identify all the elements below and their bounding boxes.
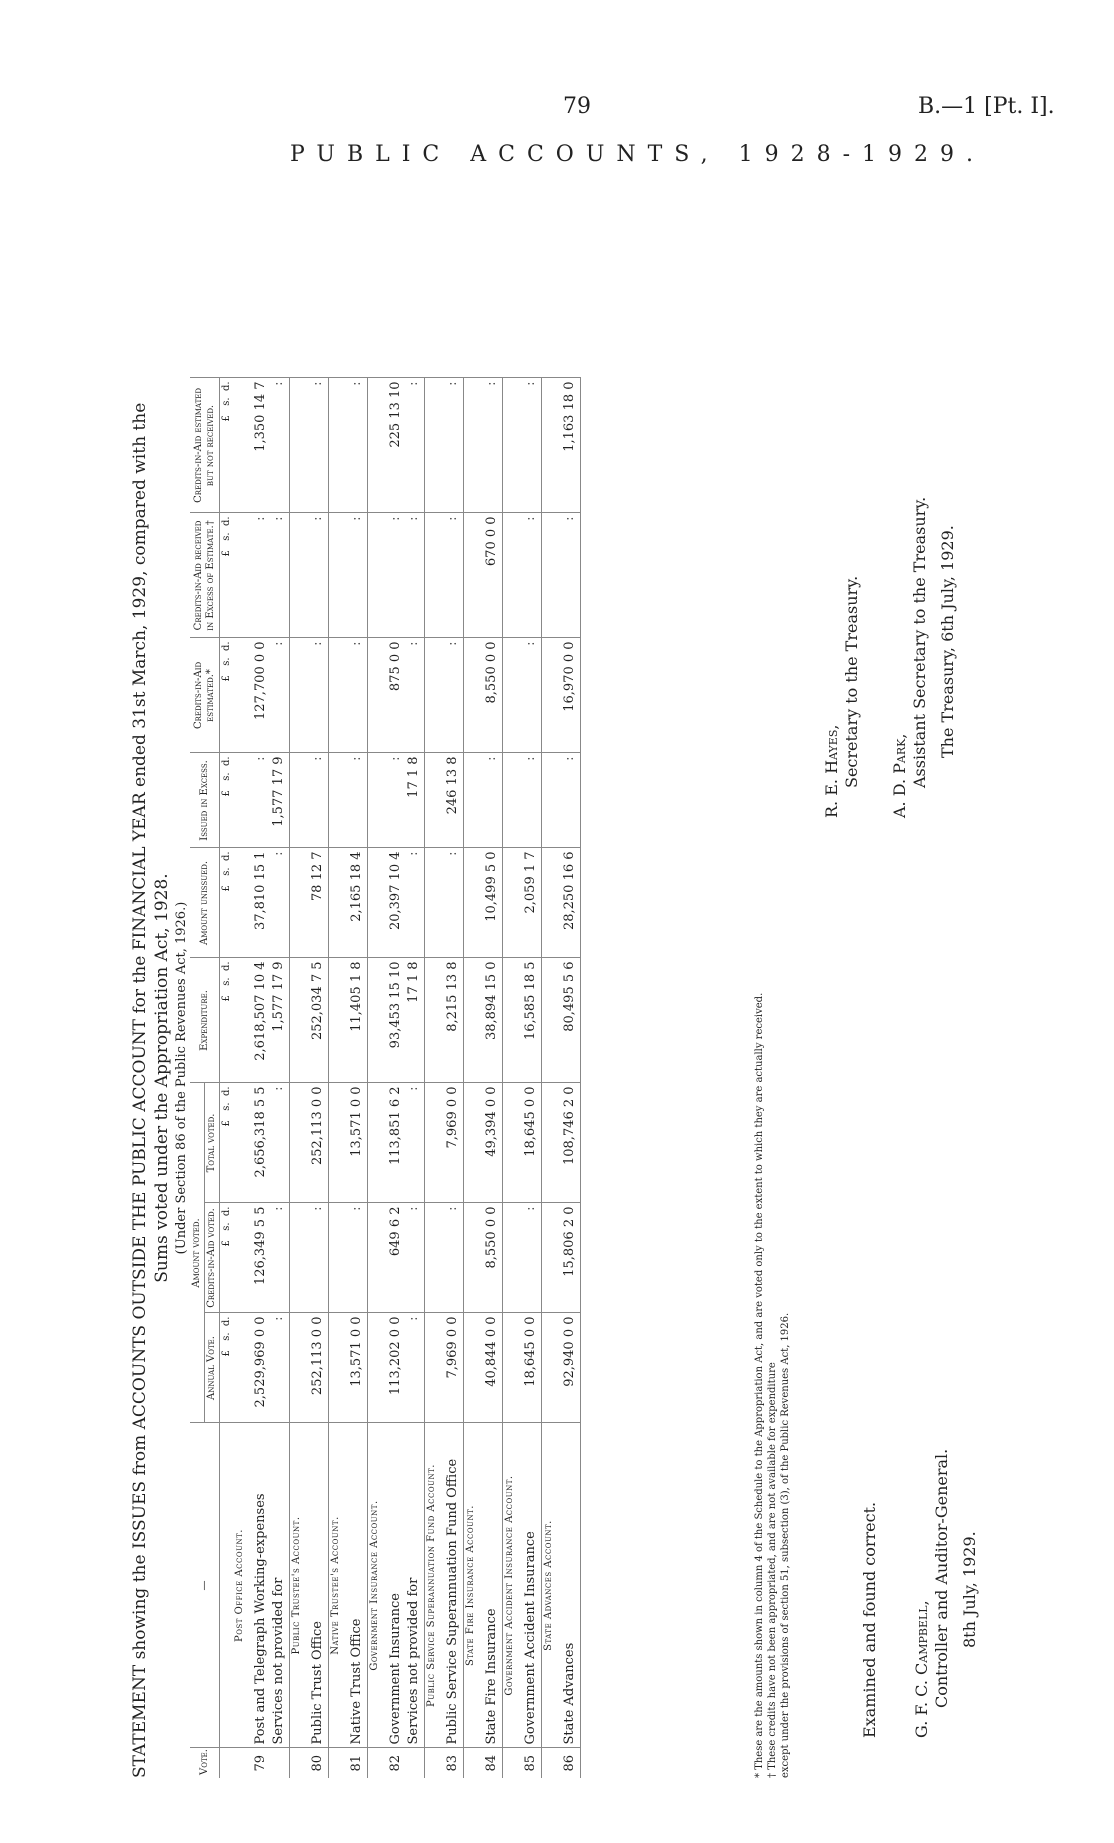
hayes-title: Secretary to the Treasury. [842,575,861,788]
value: 1,577 17 9 [271,961,286,1032]
col-vote: Vote. [190,1748,220,1778]
value: 252,113 0 0 [310,1086,325,1166]
value-cell-expenditure [503,958,542,1083]
value: : [271,1316,286,1321]
description-cell [464,1423,503,1748]
value-cell-unissued [290,848,329,958]
auditor-date: 8th July, 1929. [960,1531,979,1648]
vote-number [542,1748,581,1778]
value: 92,940 0 0 [562,1316,577,1387]
vote-number-text: 85 [523,1754,538,1772]
account-heading: Public Trustee's Account. [291,1516,302,1655]
description-line: Public Service Superannuation Fund Office [445,1458,460,1745]
value: 8,215 13 8 [445,961,460,1032]
value: : [310,641,325,646]
value: 10,499 5 0 [484,851,499,922]
statement-title: STATEMENT showing the ISSUES from ACCOUNTS OUTSIDE THE PUBLIC ACCOUNT for the FINANCIAL YEAR ended 31st March, 1929, compared with the [130,402,150,1778]
value: 2,529,969 0 0 [253,1316,268,1408]
value-cell-total [329,1083,368,1203]
value: 126,349 5 5 [253,1206,268,1286]
value-cell-expenditure [329,958,368,1083]
unit-label: £ s. d. [221,381,232,422]
value-cell-annual [464,1313,503,1423]
value: : [271,851,286,856]
value-cell-expenditure [368,958,425,1083]
description-line: State Advances [562,1642,577,1745]
unit-label: £ s. d. [221,1206,232,1247]
value: : [445,1206,460,1211]
value: : [310,516,325,521]
table-row [425,378,464,1778]
value: : [406,1086,421,1091]
col-amount-unissued: Amount unissued. [190,848,220,958]
value-cell-cia-est [503,638,542,753]
value: : [406,381,421,386]
value-cell-excess [290,753,329,848]
value: 49,394 0 0 [484,1086,499,1157]
description-line: Government Accident Insurance [523,1531,538,1745]
description-line: Post and Telegraph Working-expenses [253,1493,268,1745]
col-cia-excess: Credits-in-Aid received in Excess of Estimate.† [190,513,220,638]
vote-number [290,1748,329,1778]
value-cell-total [503,1083,542,1203]
unit-label: £ s. d. [221,1316,232,1357]
value: 7,969 0 0 [445,1086,460,1149]
value: 18,645 0 0 [523,1316,538,1387]
auditor-title: Controller and Auditor-General. [932,1448,951,1708]
value-cell-cia-excess [503,513,542,638]
unit-label: £ s. d. [221,1086,232,1127]
park-title: Assistant Secretary to the Treasury. [910,496,929,788]
value-cell-annual [290,1313,329,1423]
vote-number [425,1748,464,1778]
value-cell-annual [542,1313,581,1423]
description-line: Services not provided for [406,1577,421,1745]
value-cell-excess [464,753,503,848]
value-cell-excess [329,753,368,848]
value-cell-cia-voted [503,1203,542,1313]
value: : [271,381,286,386]
value: : [523,1206,538,1211]
table-row [329,378,368,1778]
vote-number [233,1748,290,1778]
value: : [406,516,421,521]
value-cell-excess [425,753,464,848]
value-cell-cia-not [329,378,368,513]
value: : [349,516,364,521]
value-cell-cia-excess [329,513,368,638]
vote-number [503,1748,542,1778]
value-cell-cia-est [542,638,581,753]
statement-table [190,377,581,1778]
value: 11,405 1 8 [349,961,364,1032]
value-cell-total [464,1083,503,1203]
value-cell-cia-excess [368,513,425,638]
value: 16,970 0 0 [562,641,577,712]
col-total-voted: Total voted. [205,1083,220,1203]
description-cell [542,1423,581,1748]
vote-number-text: 83 [445,1754,460,1772]
value: 252,113 0 0 [310,1316,325,1396]
vote-number-text: 81 [349,1754,364,1772]
value: : [406,1206,421,1211]
value: : [445,381,460,386]
value-cell-unissued [368,848,425,958]
table-row [233,378,290,1778]
description-line: Native Trust Office [349,1618,364,1745]
value-cell-cia-voted [542,1203,581,1313]
value-cell-expenditure [233,958,290,1083]
description-cell [233,1423,290,1748]
value-cell-cia-not [368,378,425,513]
value: 15,806 2 0 [562,1206,577,1277]
account-heading: Native Trustee's Account. [330,1516,341,1655]
value-cell-expenditure [542,958,581,1083]
account-heading: Post Office Account. [234,1529,245,1642]
auditor-block [860,1449,980,1738]
value-cell-cia-voted [425,1203,464,1313]
value: 17 1 8 [406,961,421,1003]
value-cell-cia-est [368,638,425,753]
value-cell-cia-voted [290,1203,329,1313]
unit-label: £ s. d. [221,756,232,797]
value-cell-unissued [233,848,290,958]
running-title: PUBLIC ACCOUNTS, 1928-1929. [290,142,985,167]
value-cell-cia-excess [464,513,503,638]
account-heading: State Fire Insurance Account. [465,1505,476,1666]
value-cell-cia-excess [233,513,290,638]
page-header [0,0,1114,180]
value: 18,645 0 0 [523,1086,538,1157]
value: : [253,756,268,761]
vote-number-text: 80 [310,1754,325,1772]
value: 8,550 0 0 [484,641,499,704]
value: 127,700 0 0 [253,641,268,721]
account-heading: Government Insurance Account. [369,1500,380,1671]
examined-text: Examined and found correct. [860,1501,879,1738]
document-reference: B.—1 [Pt. I]. [918,94,1055,119]
description-line: Government Insurance [388,1593,403,1745]
value-cell-annual [425,1313,464,1423]
value-cell-cia-excess [290,513,329,638]
value: : [310,756,325,761]
header-row-1 [190,378,205,1778]
table-row [464,378,503,1778]
value: 113,851 6 2 [388,1086,403,1166]
value: : [271,1086,286,1091]
value-cell-cia-est [290,638,329,753]
value-cell-unissued [329,848,368,958]
value-cell-unissued [464,848,503,958]
value: 2,059 1 7 [523,851,538,914]
value-cell-expenditure [425,958,464,1083]
account-heading: Government Accident Insurance Account. [504,1475,515,1696]
value-cell-cia-voted [368,1203,425,1313]
value: 108,746 2 0 [562,1086,577,1166]
value: : [523,381,538,386]
vote-number-text: 79 [253,1754,268,1772]
value: 16,585 18 5 [523,961,538,1041]
col-issued-excess: Issued in Excess. [190,753,220,848]
value-cell-annual [329,1313,368,1423]
value: : [484,381,499,386]
value: 670 0 0 [484,516,499,567]
value-cell-cia-not [233,378,290,513]
statement-subtitle: Sums voted under the Appropriation Act, 1928. [152,873,172,1283]
vote-number [464,1748,503,1778]
table-row [290,378,329,1778]
col-amount-voted: Amount voted. [190,1083,205,1423]
value: 875 0 0 [388,641,403,692]
value: : [406,1316,421,1321]
value: : [406,641,421,646]
description-cell [368,1423,425,1748]
value-cell-cia-est [329,638,368,753]
vote-number-text: 86 [562,1754,577,1772]
treasury-date: The Treasury, 6th July, 1929. [938,525,957,758]
value: 38,894 15 0 [484,961,499,1041]
value: : [445,851,460,856]
value: 2,618,507 10 4 [253,961,268,1061]
value: : [271,641,286,646]
unit-label: £ s. d. [221,961,232,1002]
value: : [445,516,460,521]
value-cell-expenditure [464,958,503,1083]
value: 246 13 8 [445,756,460,815]
value: 1,163 18 0 [562,381,577,452]
value-cell-unissued [425,848,464,958]
description-cell [503,1423,542,1748]
value: : [523,641,538,646]
value: : [523,756,538,761]
vote-number-text: 82 [388,1754,403,1772]
value: 78 12 7 [310,851,325,902]
description-line: Services not provided for [271,1577,286,1745]
value: : [406,851,421,856]
col-expenditure: Expenditure. [190,958,220,1083]
value-cell-unissued [542,848,581,958]
value: : [349,381,364,386]
value: : [484,756,499,761]
value-cell-annual [368,1313,425,1423]
value-cell-cia-not [464,378,503,513]
description-line: State Fire Insurance [484,1608,499,1745]
table-row [542,378,581,1778]
value: 7,969 0 0 [445,1316,460,1379]
description-cell [329,1423,368,1748]
value: 1,577 17 9 [271,756,286,827]
value: 2,656,318 5 5 [253,1086,268,1178]
page-number: 79 [563,94,591,119]
unit-label: £ s. d. [221,641,232,682]
value-cell-excess [233,753,290,848]
value: 225 13 10 [388,381,403,448]
value-cell-total [290,1083,329,1203]
value-cell-excess [368,753,425,848]
park-name: A. D. Park, [890,733,909,818]
value: 8,550 0 0 [484,1206,499,1269]
treasury-block [822,497,958,818]
value: : [271,516,286,521]
value-cell-annual [503,1313,542,1423]
value-cell-cia-excess [542,513,581,638]
value-cell-cia-excess [425,513,464,638]
value-cell-cia-not [542,378,581,513]
value-cell-cia-voted [464,1203,503,1313]
value-cell-total [425,1083,464,1203]
value-cell-excess [542,753,581,848]
value: : [445,641,460,646]
description-line: Public Trust Office [310,1621,325,1745]
value: 113,202 0 0 [388,1316,403,1396]
description-cell [425,1423,464,1748]
statement-body [220,378,581,1778]
value: 93,453 15 10 [388,961,403,1049]
value: : [310,381,325,386]
account-heading: Public Service Superannuation Fund Account. [426,1464,437,1707]
unit-label: £ s. d. [221,516,232,557]
value: : [349,756,364,761]
value: 80,495 5 6 [562,961,577,1032]
value: 28,250 16 6 [562,851,577,931]
statement-authority: (Under Section 86 of the Public Revenues Act, 1926.) [174,901,189,1255]
unit-label: £ s. d. [221,851,232,892]
vote-number-text: 84 [484,1754,499,1772]
value-cell-excess [503,753,542,848]
vote-number [368,1748,425,1778]
value: : [349,641,364,646]
value: : [253,516,268,521]
value: 13,571 0 0 [349,1086,364,1157]
value: 20,397 10 4 [388,851,403,931]
col-description: — [190,1423,220,1748]
table-row [503,378,542,1778]
table-row [368,378,425,1778]
hayes-name: R. E. Hayes, [822,724,841,818]
col-cia-voted: Credits-in-Aid voted. [205,1203,220,1313]
value-cell-cia-not [290,378,329,513]
value-cell-total [542,1083,581,1203]
account-heading: State Advances Account. [543,1520,554,1651]
auditor-name: G. F. C. Campbell, [912,1600,931,1738]
value: : [271,1206,286,1211]
value: : [523,516,538,521]
value-cell-cia-est [233,638,290,753]
col-cia-estimated: Credits-in-Aid estimated.* [190,638,220,753]
value: 1,350 14 7 [253,381,268,452]
value: 40,844 0 0 [484,1316,499,1387]
value-cell-expenditure [290,958,329,1083]
value: 649 6 2 [388,1206,403,1257]
footnotes [753,378,792,1778]
footnote-star: * These are the amounts shown in column 4 of the Schedule to the Appropriation Act, and are voted only to the extent to which they are actually received. [754,992,765,1778]
rotated-statement [130,378,990,1778]
value-cell-total [368,1083,425,1203]
col-annual-vote: Annual Vote. [205,1313,220,1423]
value-cell-total [233,1083,290,1203]
value: : [310,1206,325,1211]
value-cell-cia-est [464,638,503,753]
value-cell-cia-est [425,638,464,753]
col-cia-not-received: Credits-in-Aid estimated but not received. [190,378,220,513]
units-row [220,378,234,1778]
vote-number [329,1748,368,1778]
value: : [562,516,577,521]
value: 2,165 18 4 [349,851,364,922]
value-cell-cia-voted [329,1203,368,1313]
value-cell-annual [233,1313,290,1423]
value: 17 1 8 [406,756,421,798]
description-cell [290,1423,329,1748]
value: : [562,756,577,761]
value: : [349,1206,364,1211]
footnote-dagger: † These credits have not been appropriated, and are not available for expenditure [767,1362,778,1778]
value: 37,810 15 1 [253,851,268,931]
value-cell-unissued [503,848,542,958]
value-cell-cia-not [425,378,464,513]
value-cell-cia-not [503,378,542,513]
value: : [388,516,403,521]
value: 13,571 0 0 [349,1316,364,1387]
value-cell-cia-voted [233,1203,290,1313]
value: : [388,756,403,761]
footnote-continuation: except under the provisions of section 51, subsection (3), of the Public Revenues Act, 1926. [780,1312,791,1778]
value: 252,034 7 5 [310,961,325,1041]
